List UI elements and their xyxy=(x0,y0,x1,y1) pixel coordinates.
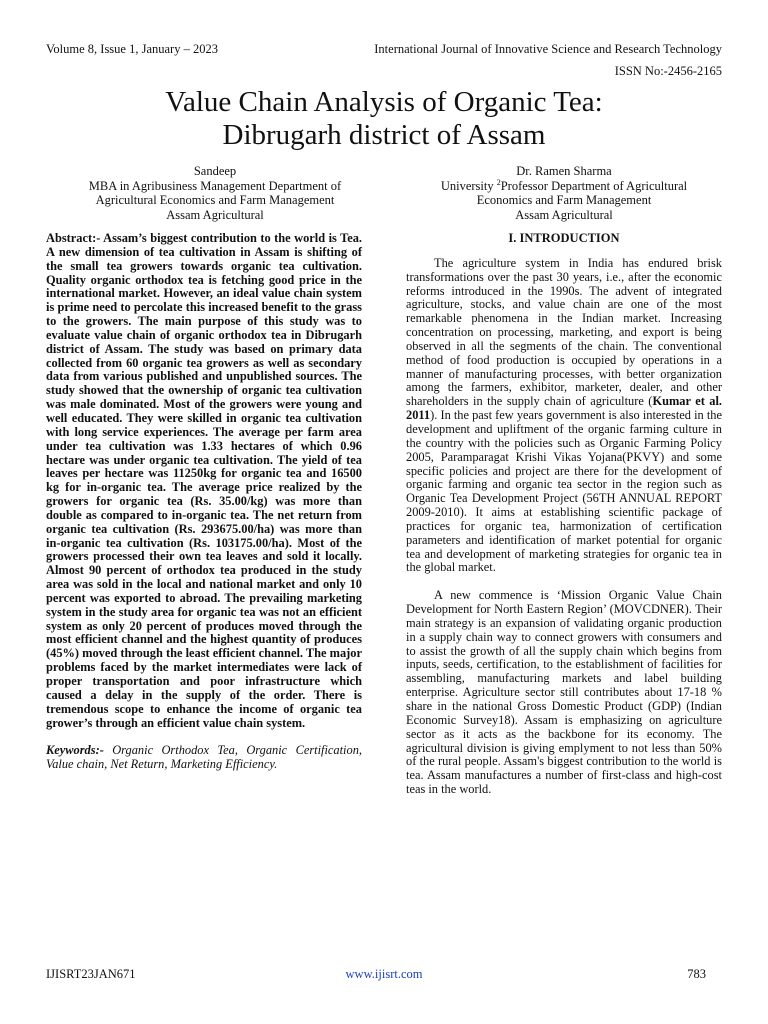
affiliation-superscript: 2 xyxy=(496,177,501,187)
running-header-volume: Volume 8, Issue 1, January – 2023 xyxy=(46,42,218,56)
footer-website-link[interactable]: www.ijisrt.com xyxy=(345,967,423,981)
running-header-journal: International Journal of Innovative Science and Research Technology xyxy=(374,42,722,56)
paragraph-text: The agriculture system in India has endured brisk transformations over the past 30 years, i.e., after the economic reforms introduced in the 1990s. The advent of integrated agriculture, stocks, and value chain are one of the most remarkable phenomena in the Indian market. Increasing concentration on processing, marketing, and export is being observed in all the segments of the chain. The conventional method of food production is occupied by operations in a manner of manufacturing processes, with better organization among the farmers, exhibitor, marketer, dealer, and other shareholders in the supply chain of agriculture ( xyxy=(406,255,722,409)
footer-page-number: 783 xyxy=(687,967,706,981)
title-line-2: Dibrugarh district of Assam xyxy=(222,119,546,151)
citation-kumar: Kumar et al. 2011 xyxy=(406,394,722,423)
affiliation-text: Professor Department of Agricultural xyxy=(500,178,688,193)
author-name: Sandeep xyxy=(193,164,237,178)
author-block-left xyxy=(46,164,384,222)
right-column xyxy=(406,232,722,797)
affiliation-text: University xyxy=(440,178,494,193)
left-column xyxy=(46,232,362,772)
author-affiliation-line: Economics and Farm Management xyxy=(476,193,652,208)
section-heading-introduction: I. INTRODUCTION xyxy=(508,231,620,245)
keywords-label: Keywords:- xyxy=(46,743,104,758)
introduction-paragraph-2: A new commence is ‘Mission Organic Value Chain Development for North Eastern Region’ (MOVCDNER). Their main strategy is an expansion of validating organic production in a supply chain way to connect growers with consumers and to assist the growth of all the supply chain which begins from inputs, seeds, certification, to the establishment of facilities for assembling, manufacturing markets and label building enterprise. Agriculture sector still contributes about 17-18 % share in the national Gross Domestic Product (GDP) (Indian Economic Survey18). Assam is emphasizing on agriculture sector as it acts as the backbone for its economy. The agricultural division is giving emplyment to not less than 50% of the rural people. Assam's biggest contribution to the world is tea. Assam manufactures a number of first-class and high-cost teas in the world. xyxy=(406,588,722,797)
author-affiliation-line: Agricultural Economics and Farm Management xyxy=(95,193,335,208)
footer-paper-id: IJISRT23JAN671 xyxy=(46,967,136,981)
author-affiliation-line xyxy=(392,179,736,194)
keywords-paragraph xyxy=(46,744,362,772)
introduction-paragraph-1 xyxy=(406,257,722,575)
author-affiliation-line: Assam Agricultural xyxy=(515,207,613,222)
author-name: Dr. Ramen Sharma xyxy=(516,164,612,178)
paper-title xyxy=(60,86,708,152)
keywords-list: Organic Orthodox Tea, Organic Certification, Value chain, Net Return, Marketing Efficiency. xyxy=(46,743,362,772)
paragraph-text: ). In the past few years government is also interested in the development and upliftment of the organic farming culture in the country with the policies such as Organic Farming Policy 2005, Paramparagat Krishi Vikas Yojana(PKVY) and some specific policies and project are there for the development of organic farming and organic tea sector in the region such as Organic Tea Development Project (56TH ANNUAL REPORT 2009-2010). It aims at establishing scientific package of practices for organic tea, harmonization of certification parameters and identification of market potential for organic tea and development of marketing strategies for organic tea in the global market. xyxy=(406,408,722,575)
issn-number: ISSN No:-2456-2165 xyxy=(614,64,722,78)
abstract-text: Abstract:- Assam’s biggest contribution to the world is Tea. A new dimension of tea cultivation in Assam is shifting of the small tea growers towards organic tea cultivation. Quality organic orthodox tea is fetching good price in the international market. However, an ideal value chain system is prime need to percolate this increased benefit to the grass to the growers. The main purpose of this study was to evaluate value chain of organic orthodox tea in Dibrugarh district of Assam. The study was based on primary data collected from 60 organic tea growers as well as secondary data from various published and unpublished sources. The study showed that the ownership of organic tea cultivation was male dominated. Most of the growers were young and well educated. They were skilled in organic tea cultivation with long service experiences. The average per farm area under tea cultivation was 1.33 hectares of which 0.96 hectare was under organic tea cultivation. The yield of tea leaves per hectare was 11250kg for organic tea and 16500 kg for in-organic tea. The average price realized by the growers for organic tea (Rs. 35.00/kg) was more than double as compared to in-organic tea. The net return from organic tea cultivation (Rs. 293675.00/ha) was more than in-organic tea cultivation (Rs. 103175.00/ha). Most of the growers processed their own tea leaves and sold it locally. Almost 90 percent of orthodox tea produced in the study area was sold in the local and national market and only 10 percent was exported to abroad. The prevailing marketing system in the study area for organic tea was not an efficient system as only 20 percent of produces moved through the most efficient channel and the highest quantity of produces (45%) moved through the least efficient channel. The major problems faced by the market intermediates were lack of proper transportation and poor infrastructure which caused a delay in the supply of the order. There is tremendous scope to enhance the income of organic tea grower’s through an efficient value chain system. xyxy=(46,231,362,730)
author-block-right xyxy=(392,164,736,222)
author-affiliation-line: Assam Agricultural xyxy=(166,207,264,222)
title-line-1: Value Chain Analysis of Organic Tea: xyxy=(165,86,603,118)
author-affiliation-line: MBA in Agribusiness Management Department of xyxy=(88,178,342,193)
